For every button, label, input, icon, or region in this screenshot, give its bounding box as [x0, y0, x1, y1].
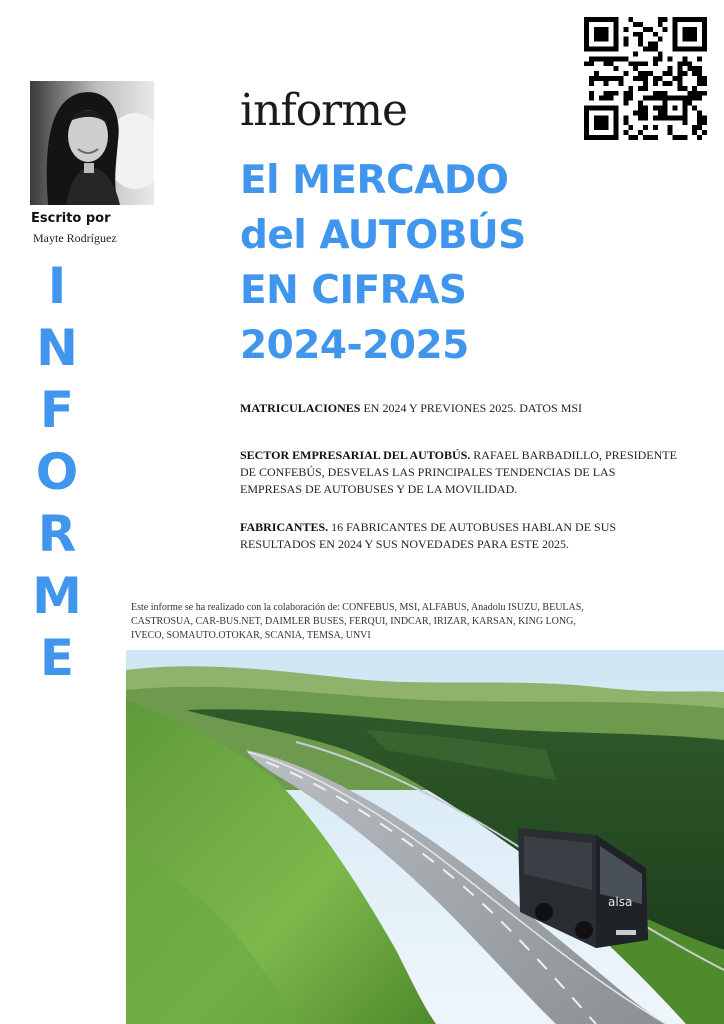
vertical-letter: E	[39, 629, 75, 687]
cover-photo-bus-road	[126, 650, 724, 1024]
vertical-letter: F	[39, 381, 75, 439]
topic-text: RAFAEL BARBADILLO, PRESIDENTE DE CONFEBÚS, DESVELAS LAS PRINCIPALES TENDENCIAS DE LAS EMPRESAS DE AUTOBUSES Y DE LA MOVILIDAD.	[240, 448, 677, 496]
headline-line: 2024-2025	[240, 323, 469, 368]
author-label: Escrito por	[31, 211, 111, 226]
headline-line: del AUTOBÚS	[240, 213, 526, 258]
topic-text: EN 2024 Y PREVIONES 2025. DATOS MSI	[360, 401, 583, 415]
qr-code-icon	[584, 17, 707, 140]
author-name: Mayte Rodríguez	[33, 231, 117, 245]
collaboration-note: Este informe se ha realizado con la colaboración de: CONFEBUS, MSI, ALFABUS, Anadolu ISUZU, BEULAS, CASTROSUA, CAR-BUS.NET, DAIMLER BUSES, FERQUI, INDCAR, IRIZAR, KARSAN, KING LONG, IVECO, SOMAUTO.OTOKAR, SCANIA, TEMSA, UNVI	[131, 602, 584, 641]
topic-lead: SECTOR EMPRESARIAL DEL AUTOBÚS.	[240, 448, 471, 462]
vertical-letter: M	[32, 567, 82, 625]
topic-lead: FABRICANTES.	[240, 520, 329, 534]
vertical-informe-word	[30, 255, 84, 689]
headline	[240, 153, 580, 373]
vertical-letter: O	[35, 443, 79, 501]
author-photo	[30, 81, 154, 205]
topics-list	[240, 400, 680, 574]
headline-line: EN CIFRAS	[240, 268, 467, 313]
topic-item	[240, 400, 680, 417]
section-kicker: informe	[240, 85, 407, 136]
headline-line: El MERCADO	[240, 158, 509, 203]
topic-lead: MATRICULACIONES	[240, 401, 361, 415]
vertical-letter: N	[36, 319, 78, 377]
vertical-letter: I	[47, 257, 67, 315]
topic-item	[240, 519, 680, 553]
topic-text: 16 FABRICANTES DE AUTOBUSES HABLAN DE SUS RESULTADOS EN 2024 Y SUS NOVEDADES PARA ESTE 2025.	[240, 520, 617, 551]
vertical-letter: R	[37, 505, 77, 563]
topic-item	[240, 447, 680, 498]
bus-livery-text: alsa	[608, 895, 633, 909]
